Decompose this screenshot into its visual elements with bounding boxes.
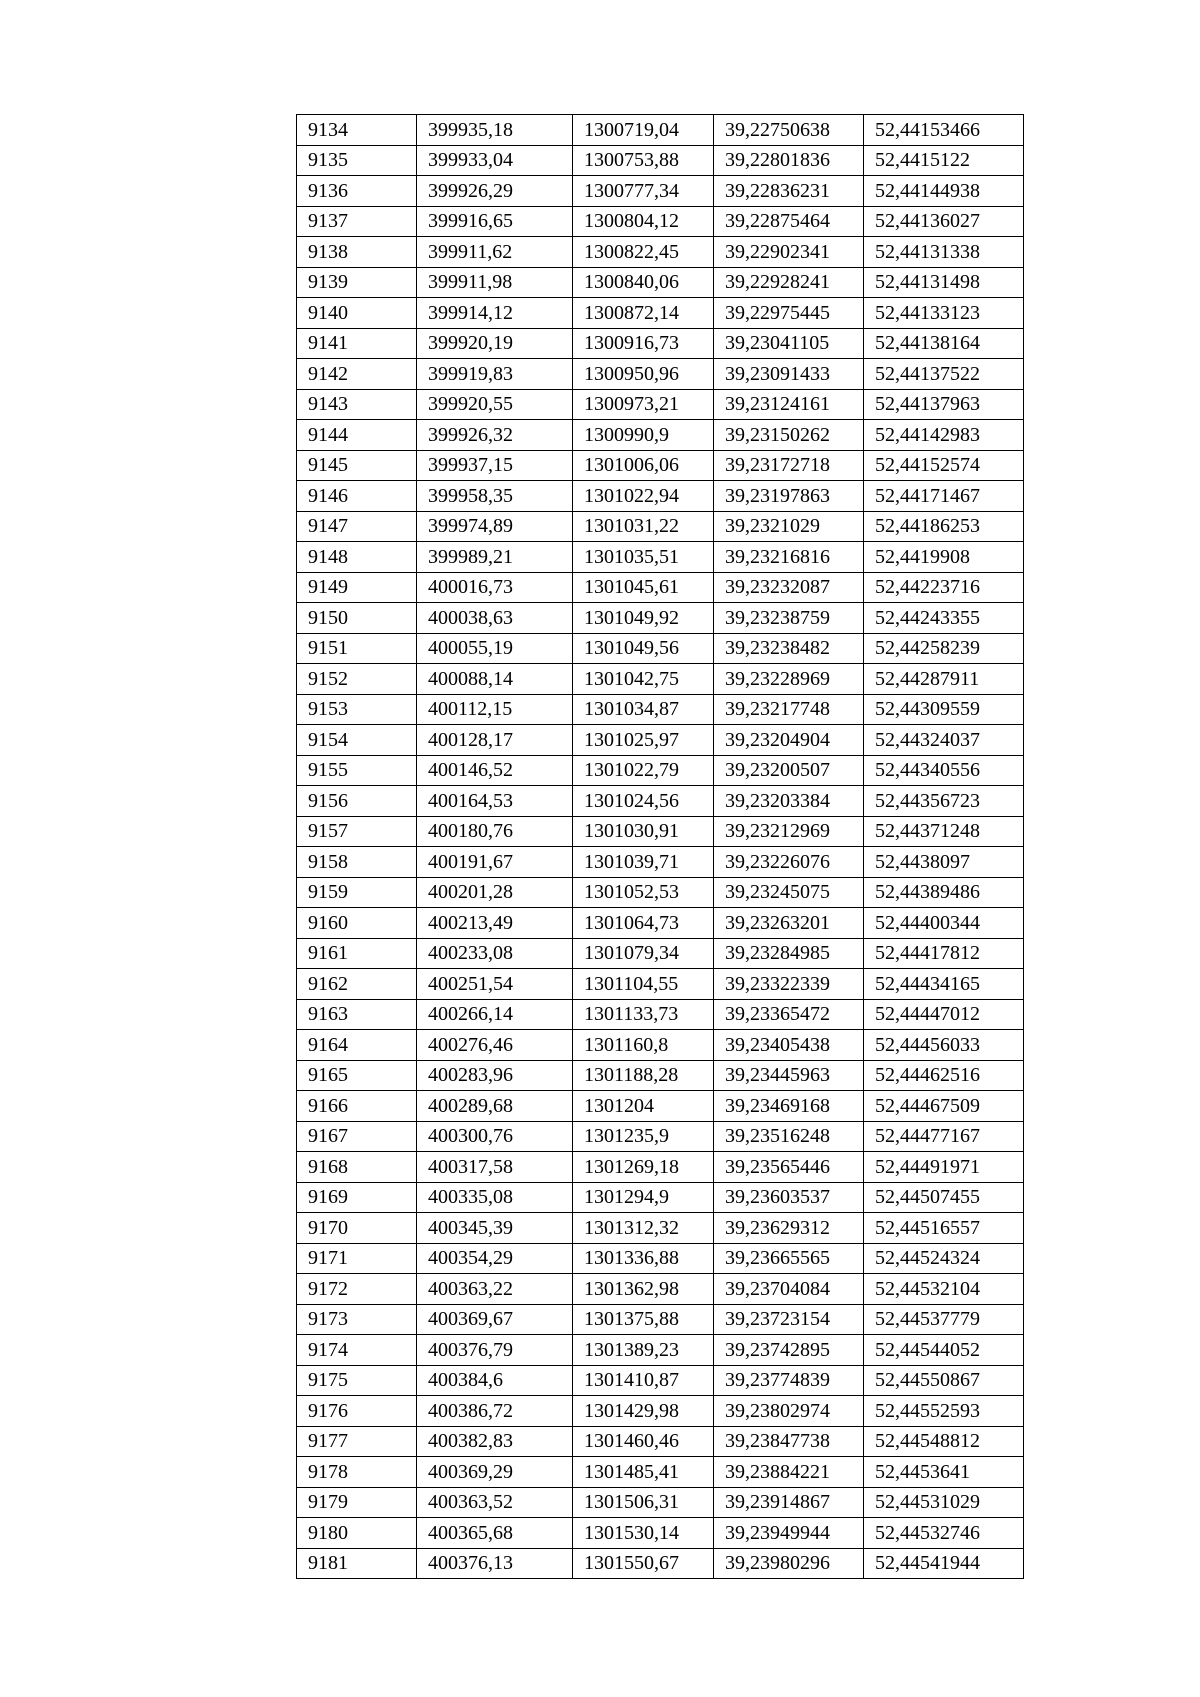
x-coordinate-cell: 400055,19 <box>417 633 573 664</box>
coordinates-table <box>296 114 1024 1579</box>
point-number-cell: 9178 <box>297 1457 417 1488</box>
longitude-cell: 39,22875464 <box>714 206 864 237</box>
x-coordinate-cell: 400038,63 <box>417 603 573 634</box>
longitude-cell: 39,23284985 <box>714 938 864 969</box>
table-row <box>297 115 1024 146</box>
latitude-cell: 52,44340556 <box>864 755 1024 786</box>
point-number-cell: 9149 <box>297 572 417 603</box>
longitude-cell: 39,23723154 <box>714 1304 864 1335</box>
latitude-cell: 52,44541944 <box>864 1548 1024 1579</box>
y-coordinate-cell: 1301336,88 <box>573 1243 714 1274</box>
longitude-cell: 39,22975445 <box>714 298 864 329</box>
x-coordinate-cell: 400376,13 <box>417 1548 573 1579</box>
y-coordinate-cell: 1301030,91 <box>573 816 714 847</box>
x-coordinate-cell: 400363,52 <box>417 1487 573 1518</box>
x-coordinate-cell: 400289,68 <box>417 1091 573 1122</box>
longitude-cell: 39,23445963 <box>714 1060 864 1091</box>
y-coordinate-cell: 1301410,87 <box>573 1365 714 1396</box>
latitude-cell: 52,44186253 <box>864 511 1024 542</box>
table-row <box>297 786 1024 817</box>
latitude-cell: 52,44133123 <box>864 298 1024 329</box>
table-row <box>297 1152 1024 1183</box>
table-row <box>297 1548 1024 1579</box>
table-row <box>297 664 1024 695</box>
point-number-cell: 9156 <box>297 786 417 817</box>
y-coordinate-cell: 1301530,14 <box>573 1518 714 1549</box>
table-row <box>297 969 1024 1000</box>
longitude-cell: 39,23228969 <box>714 664 864 695</box>
table-row <box>297 633 1024 664</box>
point-number-cell: 9175 <box>297 1365 417 1396</box>
x-coordinate-cell: 400016,73 <box>417 572 573 603</box>
latitude-cell: 52,44243355 <box>864 603 1024 634</box>
table-row <box>297 1304 1024 1335</box>
x-coordinate-cell: 400266,14 <box>417 999 573 1030</box>
longitude-cell: 39,23238759 <box>714 603 864 634</box>
y-coordinate-cell: 1301312,32 <box>573 1213 714 1244</box>
x-coordinate-cell: 399935,18 <box>417 115 573 146</box>
x-coordinate-cell: 399989,21 <box>417 542 573 573</box>
longitude-cell: 39,23629312 <box>714 1213 864 1244</box>
table-row <box>297 999 1024 1030</box>
latitude-cell: 52,44137963 <box>864 389 1024 420</box>
y-coordinate-cell: 1300777,34 <box>573 176 714 207</box>
table-row <box>297 1121 1024 1152</box>
y-coordinate-cell: 1301269,18 <box>573 1152 714 1183</box>
y-coordinate-cell: 1300822,45 <box>573 237 714 268</box>
x-coordinate-cell: 400365,68 <box>417 1518 573 1549</box>
latitude-cell: 52,44131498 <box>864 267 1024 298</box>
table-row <box>297 694 1024 725</box>
latitude-cell: 52,44462516 <box>864 1060 1024 1091</box>
point-number-cell: 9135 <box>297 145 417 176</box>
longitude-cell: 39,23232087 <box>714 572 864 603</box>
point-number-cell: 9150 <box>297 603 417 634</box>
x-coordinate-cell: 399974,89 <box>417 511 573 542</box>
y-coordinate-cell: 1301550,67 <box>573 1548 714 1579</box>
table-row <box>297 1213 1024 1244</box>
x-coordinate-cell: 400191,67 <box>417 847 573 878</box>
point-number-cell: 9160 <box>297 908 417 939</box>
latitude-cell: 52,44531029 <box>864 1487 1024 1518</box>
point-number-cell: 9143 <box>297 389 417 420</box>
table-row <box>297 176 1024 207</box>
y-coordinate-cell: 1300872,14 <box>573 298 714 329</box>
y-coordinate-cell: 1301064,73 <box>573 908 714 939</box>
point-number-cell: 9144 <box>297 420 417 451</box>
x-coordinate-cell: 400376,79 <box>417 1335 573 1366</box>
point-number-cell: 9136 <box>297 176 417 207</box>
point-number-cell: 9179 <box>297 1487 417 1518</box>
y-coordinate-cell: 1301429,98 <box>573 1396 714 1427</box>
longitude-cell: 39,23774839 <box>714 1365 864 1396</box>
x-coordinate-cell: 399916,65 <box>417 206 573 237</box>
y-coordinate-cell: 1300804,12 <box>573 206 714 237</box>
latitude-cell: 52,44400344 <box>864 908 1024 939</box>
point-number-cell: 9168 <box>297 1152 417 1183</box>
table-row <box>297 908 1024 939</box>
table-row <box>297 1365 1024 1396</box>
y-coordinate-cell: 1300973,21 <box>573 389 714 420</box>
y-coordinate-cell: 1300840,06 <box>573 267 714 298</box>
x-coordinate-cell: 399926,32 <box>417 420 573 451</box>
point-number-cell: 9180 <box>297 1518 417 1549</box>
y-coordinate-cell: 1301375,88 <box>573 1304 714 1335</box>
y-coordinate-cell: 1301506,31 <box>573 1487 714 1518</box>
point-number-cell: 9142 <box>297 359 417 390</box>
latitude-cell: 52,44507455 <box>864 1182 1024 1213</box>
x-coordinate-cell: 400164,53 <box>417 786 573 817</box>
x-coordinate-cell: 399933,04 <box>417 145 573 176</box>
table-row <box>297 938 1024 969</box>
longitude-cell: 39,22801836 <box>714 145 864 176</box>
y-coordinate-cell: 1301362,98 <box>573 1274 714 1305</box>
longitude-cell: 39,23469168 <box>714 1091 864 1122</box>
latitude-cell: 52,44144938 <box>864 176 1024 207</box>
longitude-cell: 39,23603537 <box>714 1182 864 1213</box>
point-number-cell: 9148 <box>297 542 417 573</box>
x-coordinate-cell: 400233,08 <box>417 938 573 969</box>
y-coordinate-cell: 1301049,92 <box>573 603 714 634</box>
point-number-cell: 9145 <box>297 450 417 481</box>
table-row <box>297 267 1024 298</box>
x-coordinate-cell: 400251,54 <box>417 969 573 1000</box>
table-row <box>297 542 1024 573</box>
x-coordinate-cell: 400354,29 <box>417 1243 573 1274</box>
point-number-cell: 9181 <box>297 1548 417 1579</box>
latitude-cell: 52,44477167 <box>864 1121 1024 1152</box>
y-coordinate-cell: 1301025,97 <box>573 725 714 756</box>
longitude-cell: 39,23172718 <box>714 450 864 481</box>
x-coordinate-cell: 399920,19 <box>417 328 573 359</box>
latitude-cell: 52,44550867 <box>864 1365 1024 1396</box>
latitude-cell: 52,44524324 <box>864 1243 1024 1274</box>
y-coordinate-cell: 1300950,96 <box>573 359 714 390</box>
longitude-cell: 39,23322339 <box>714 969 864 1000</box>
longitude-cell: 39,23245075 <box>714 877 864 908</box>
point-number-cell: 9176 <box>297 1396 417 1427</box>
latitude-cell: 52,44417812 <box>864 938 1024 969</box>
longitude-cell: 39,23200507 <box>714 755 864 786</box>
longitude-cell: 39,23124161 <box>714 389 864 420</box>
table-row <box>297 420 1024 451</box>
longitude-cell: 39,23216816 <box>714 542 864 573</box>
latitude-cell: 52,44544052 <box>864 1335 1024 1366</box>
latitude-cell: 52,44258239 <box>864 633 1024 664</box>
table-row <box>297 1060 1024 1091</box>
y-coordinate-cell: 1301045,61 <box>573 572 714 603</box>
table-row <box>297 816 1024 847</box>
latitude-cell: 52,44153466 <box>864 115 1024 146</box>
longitude-cell: 39,23365472 <box>714 999 864 1030</box>
table-row <box>297 725 1024 756</box>
longitude-cell: 39,23742895 <box>714 1335 864 1366</box>
longitude-cell: 39,23226076 <box>714 847 864 878</box>
x-coordinate-cell: 400146,52 <box>417 755 573 786</box>
longitude-cell: 39,23802974 <box>714 1396 864 1427</box>
latitude-cell: 52,44324037 <box>864 725 1024 756</box>
latitude-cell: 52,44142983 <box>864 420 1024 451</box>
point-number-cell: 9152 <box>297 664 417 695</box>
point-number-cell: 9140 <box>297 298 417 329</box>
latitude-cell: 52,4415122 <box>864 145 1024 176</box>
latitude-cell: 52,44447012 <box>864 999 1024 1030</box>
y-coordinate-cell: 1301042,75 <box>573 664 714 695</box>
table-row <box>297 328 1024 359</box>
point-number-cell: 9164 <box>297 1030 417 1061</box>
latitude-cell: 52,44552593 <box>864 1396 1024 1427</box>
table-row <box>297 298 1024 329</box>
x-coordinate-cell: 400386,72 <box>417 1396 573 1427</box>
table-row <box>297 481 1024 512</box>
longitude-cell: 39,23150262 <box>714 420 864 451</box>
point-number-cell: 9162 <box>297 969 417 1000</box>
table-row <box>297 1274 1024 1305</box>
latitude-cell: 52,44371248 <box>864 816 1024 847</box>
x-coordinate-cell: 399926,29 <box>417 176 573 207</box>
x-coordinate-cell: 399914,12 <box>417 298 573 329</box>
latitude-cell: 52,44309559 <box>864 694 1024 725</box>
table-row <box>297 1030 1024 1061</box>
y-coordinate-cell: 1301022,79 <box>573 755 714 786</box>
y-coordinate-cell: 1300990,9 <box>573 420 714 451</box>
table-row <box>297 847 1024 878</box>
point-number-cell: 9137 <box>297 206 417 237</box>
table-row <box>297 1396 1024 1427</box>
latitude-cell: 52,44136027 <box>864 206 1024 237</box>
longitude-cell: 39,23217748 <box>714 694 864 725</box>
point-number-cell: 9138 <box>297 237 417 268</box>
latitude-cell: 52,4453641 <box>864 1457 1024 1488</box>
x-coordinate-cell: 400382,83 <box>417 1426 573 1457</box>
point-number-cell: 9173 <box>297 1304 417 1335</box>
point-number-cell: 9169 <box>297 1182 417 1213</box>
longitude-cell: 39,23405438 <box>714 1030 864 1061</box>
coordinates-table-body <box>297 115 1024 1579</box>
x-coordinate-cell: 400112,15 <box>417 694 573 725</box>
table-row <box>297 755 1024 786</box>
longitude-cell: 39,23665565 <box>714 1243 864 1274</box>
table-row <box>297 877 1024 908</box>
x-coordinate-cell: 400345,39 <box>417 1213 573 1244</box>
latitude-cell: 52,44467509 <box>864 1091 1024 1122</box>
point-number-cell: 9146 <box>297 481 417 512</box>
longitude-cell: 39,23203384 <box>714 786 864 817</box>
table-row <box>297 1487 1024 1518</box>
y-coordinate-cell: 1301188,28 <box>573 1060 714 1091</box>
x-coordinate-cell: 399911,98 <box>417 267 573 298</box>
point-number-cell: 9159 <box>297 877 417 908</box>
y-coordinate-cell: 1301039,71 <box>573 847 714 878</box>
x-coordinate-cell: 399920,55 <box>417 389 573 420</box>
x-coordinate-cell: 399919,83 <box>417 359 573 390</box>
x-coordinate-cell: 400180,76 <box>417 816 573 847</box>
y-coordinate-cell: 1301235,9 <box>573 1121 714 1152</box>
y-coordinate-cell: 1301160,8 <box>573 1030 714 1061</box>
point-number-cell: 9171 <box>297 1243 417 1274</box>
latitude-cell: 52,44434165 <box>864 969 1024 1000</box>
longitude-cell: 39,23847738 <box>714 1426 864 1457</box>
table-row <box>297 1335 1024 1366</box>
point-number-cell: 9165 <box>297 1060 417 1091</box>
table-row <box>297 1243 1024 1274</box>
y-coordinate-cell: 1301389,23 <box>573 1335 714 1366</box>
longitude-cell: 39,23238482 <box>714 633 864 664</box>
table-row <box>297 359 1024 390</box>
point-number-cell: 9157 <box>297 816 417 847</box>
y-coordinate-cell: 1300916,73 <box>573 328 714 359</box>
latitude-cell: 52,44532746 <box>864 1518 1024 1549</box>
longitude-cell: 39,23197863 <box>714 481 864 512</box>
longitude-cell: 39,23980296 <box>714 1548 864 1579</box>
longitude-cell: 39,22750638 <box>714 115 864 146</box>
point-number-cell: 9151 <box>297 633 417 664</box>
longitude-cell: 39,23884221 <box>714 1457 864 1488</box>
longitude-cell: 39,23565446 <box>714 1152 864 1183</box>
x-coordinate-cell: 400384,6 <box>417 1365 573 1396</box>
x-coordinate-cell: 400201,28 <box>417 877 573 908</box>
x-coordinate-cell: 399958,35 <box>417 481 573 512</box>
latitude-cell: 52,44389486 <box>864 877 1024 908</box>
x-coordinate-cell: 400363,22 <box>417 1274 573 1305</box>
y-coordinate-cell: 1301204 <box>573 1091 714 1122</box>
table-row <box>297 603 1024 634</box>
latitude-cell: 52,44456033 <box>864 1030 1024 1061</box>
y-coordinate-cell: 1301294,9 <box>573 1182 714 1213</box>
latitude-cell: 52,44491971 <box>864 1152 1024 1183</box>
point-number-cell: 9166 <box>297 1091 417 1122</box>
table-row <box>297 206 1024 237</box>
latitude-cell: 52,44223716 <box>864 572 1024 603</box>
x-coordinate-cell: 400283,96 <box>417 1060 573 1091</box>
x-coordinate-cell: 400276,46 <box>417 1030 573 1061</box>
longitude-cell: 39,2321029 <box>714 511 864 542</box>
longitude-cell: 39,22836231 <box>714 176 864 207</box>
point-number-cell: 9158 <box>297 847 417 878</box>
y-coordinate-cell: 1301024,56 <box>573 786 714 817</box>
y-coordinate-cell: 1301035,51 <box>573 542 714 573</box>
x-coordinate-cell: 400369,29 <box>417 1457 573 1488</box>
table-row <box>297 1091 1024 1122</box>
table-row <box>297 511 1024 542</box>
point-number-cell: 9177 <box>297 1426 417 1457</box>
x-coordinate-cell: 399911,62 <box>417 237 573 268</box>
x-coordinate-cell: 400213,49 <box>417 908 573 939</box>
table-row <box>297 237 1024 268</box>
y-coordinate-cell: 1301460,46 <box>573 1426 714 1457</box>
y-coordinate-cell: 1301133,73 <box>573 999 714 1030</box>
latitude-cell: 52,44532104 <box>864 1274 1024 1305</box>
latitude-cell: 52,44548812 <box>864 1426 1024 1457</box>
latitude-cell: 52,4438097 <box>864 847 1024 878</box>
y-coordinate-cell: 1301079,34 <box>573 938 714 969</box>
latitude-cell: 52,44131338 <box>864 237 1024 268</box>
y-coordinate-cell: 1300753,88 <box>573 145 714 176</box>
point-number-cell: 9154 <box>297 725 417 756</box>
longitude-cell: 39,22902341 <box>714 237 864 268</box>
longitude-cell: 39,22928241 <box>714 267 864 298</box>
latitude-cell: 52,44152574 <box>864 450 1024 481</box>
point-number-cell: 9139 <box>297 267 417 298</box>
table-row <box>297 1182 1024 1213</box>
y-coordinate-cell: 1301104,55 <box>573 969 714 1000</box>
y-coordinate-cell: 1300719,04 <box>573 115 714 146</box>
latitude-cell: 52,4419908 <box>864 542 1024 573</box>
latitude-cell: 52,44171467 <box>864 481 1024 512</box>
point-number-cell: 9170 <box>297 1213 417 1244</box>
x-coordinate-cell: 400369,67 <box>417 1304 573 1335</box>
x-coordinate-cell: 400088,14 <box>417 664 573 695</box>
table-row <box>297 389 1024 420</box>
y-coordinate-cell: 1301031,22 <box>573 511 714 542</box>
table-row <box>297 1426 1024 1457</box>
table-row <box>297 1457 1024 1488</box>
longitude-cell: 39,23204904 <box>714 725 864 756</box>
y-coordinate-cell: 1301052,53 <box>573 877 714 908</box>
longitude-cell: 39,23263201 <box>714 908 864 939</box>
table-row <box>297 450 1024 481</box>
y-coordinate-cell: 1301485,41 <box>573 1457 714 1488</box>
point-number-cell: 9172 <box>297 1274 417 1305</box>
longitude-cell: 39,23091433 <box>714 359 864 390</box>
point-number-cell: 9134 <box>297 115 417 146</box>
latitude-cell: 52,44516557 <box>864 1213 1024 1244</box>
point-number-cell: 9167 <box>297 1121 417 1152</box>
point-number-cell: 9174 <box>297 1335 417 1366</box>
latitude-cell: 52,44537779 <box>864 1304 1024 1335</box>
point-number-cell: 9147 <box>297 511 417 542</box>
table-row <box>297 145 1024 176</box>
latitude-cell: 52,44287911 <box>864 664 1024 695</box>
y-coordinate-cell: 1301006,06 <box>573 450 714 481</box>
point-number-cell: 9141 <box>297 328 417 359</box>
longitude-cell: 39,23041105 <box>714 328 864 359</box>
longitude-cell: 39,23516248 <box>714 1121 864 1152</box>
longitude-cell: 39,23212969 <box>714 816 864 847</box>
point-number-cell: 9155 <box>297 755 417 786</box>
y-coordinate-cell: 1301049,56 <box>573 633 714 664</box>
longitude-cell: 39,23704084 <box>714 1274 864 1305</box>
latitude-cell: 52,44138164 <box>864 328 1024 359</box>
point-number-cell: 9153 <box>297 694 417 725</box>
x-coordinate-cell: 400317,58 <box>417 1152 573 1183</box>
point-number-cell: 9161 <box>297 938 417 969</box>
x-coordinate-cell: 400128,17 <box>417 725 573 756</box>
x-coordinate-cell: 400300,76 <box>417 1121 573 1152</box>
point-number-cell: 9163 <box>297 999 417 1030</box>
table-row <box>297 1518 1024 1549</box>
x-coordinate-cell: 399937,15 <box>417 450 573 481</box>
x-coordinate-cell: 400335,08 <box>417 1182 573 1213</box>
y-coordinate-cell: 1301034,87 <box>573 694 714 725</box>
table-row <box>297 572 1024 603</box>
longitude-cell: 39,23914867 <box>714 1487 864 1518</box>
latitude-cell: 52,44356723 <box>864 786 1024 817</box>
latitude-cell: 52,44137522 <box>864 359 1024 390</box>
y-coordinate-cell: 1301022,94 <box>573 481 714 512</box>
longitude-cell: 39,23949944 <box>714 1518 864 1549</box>
